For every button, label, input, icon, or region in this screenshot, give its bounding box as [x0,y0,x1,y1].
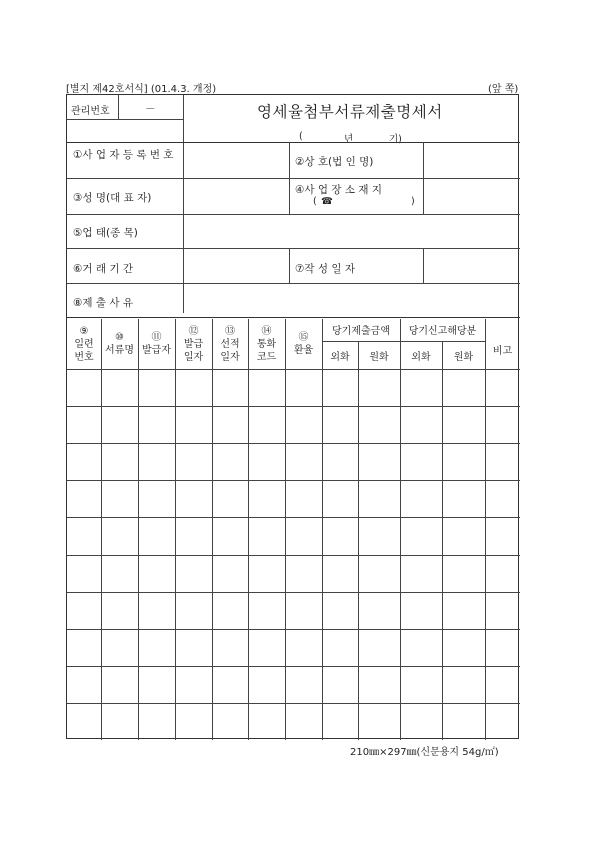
trade-period-label: ⑥거 래 기 간 [73,263,133,275]
table-row-divider [67,517,520,518]
table-row-divider [67,629,520,630]
sub-foreign-1: 외화 [330,352,350,363]
representative-label: ③성 명(대 표 자) [73,192,152,204]
table-row-divider [67,555,520,556]
business-type-label: ⑤업 태(종 목) [73,227,138,239]
table-row-divider [67,592,520,593]
biz-number-label: ①사 업 자 등 록 번 호 [73,149,174,161]
col-remarks-header: 비고 [492,346,513,357]
company-name-label: ②상 호(법 인 명) [295,156,374,168]
table-row-divider [67,480,520,481]
group-reported-header: 당기신고해당분 [408,326,477,337]
year-text: 년 [344,134,354,145]
phone-icon: ☎ [321,196,333,207]
period-text: 기) [389,134,402,145]
report-form [66,94,519,739]
form-reference: [별지 제42호서식] (01.4.3. 개정) [66,84,217,95]
table-row-divider [67,443,520,444]
col-issuer-header: ⑪ 발급자 [142,332,171,356]
paper-spec: 210㎜×297㎜(신문용지 54g/㎡) [350,747,499,758]
col-doc-name-header: ⑩ 서류명 [105,332,134,356]
address-label: ④사 업 장 소 재 지 [295,184,382,196]
col-issue-date-header: ⑫ 발급 일자 [183,326,204,363]
col-exchange-rate-header: ⑮ 환율 [293,332,314,356]
sub-foreign-2: 외화 [411,352,431,363]
table-row-divider [67,703,520,704]
phone-close-paren: ) [411,196,415,207]
sub-won-1: 원화 [369,352,389,363]
table-row-divider [67,666,520,667]
form-title: 영세율첨부서류제출명세서 [257,103,443,121]
mgmt-number-value: － [145,103,156,115]
group-submitted-amount-header: 당기제출금액 [332,326,390,337]
col-serial-header: ⑨ 일련 번호 [74,326,94,363]
col-currency-code-header: ⑭ 통화 코드 [256,326,277,363]
mgmt-number-label: 관리번호 [71,106,110,117]
sub-won-2: 원화 [453,352,474,363]
year-open-paren: ( [299,131,303,142]
submit-reason-label: ⑧제 출 사 유 [73,297,133,309]
phone-open-paren: ( [313,196,317,207]
col-ship-date-header: ⑬ 선적 일자 [220,326,240,363]
page-side-label: (앞 쪽) [488,84,519,95]
table-row-divider [67,406,520,407]
written-date-label: ⑦작 성 일 자 [295,263,355,275]
